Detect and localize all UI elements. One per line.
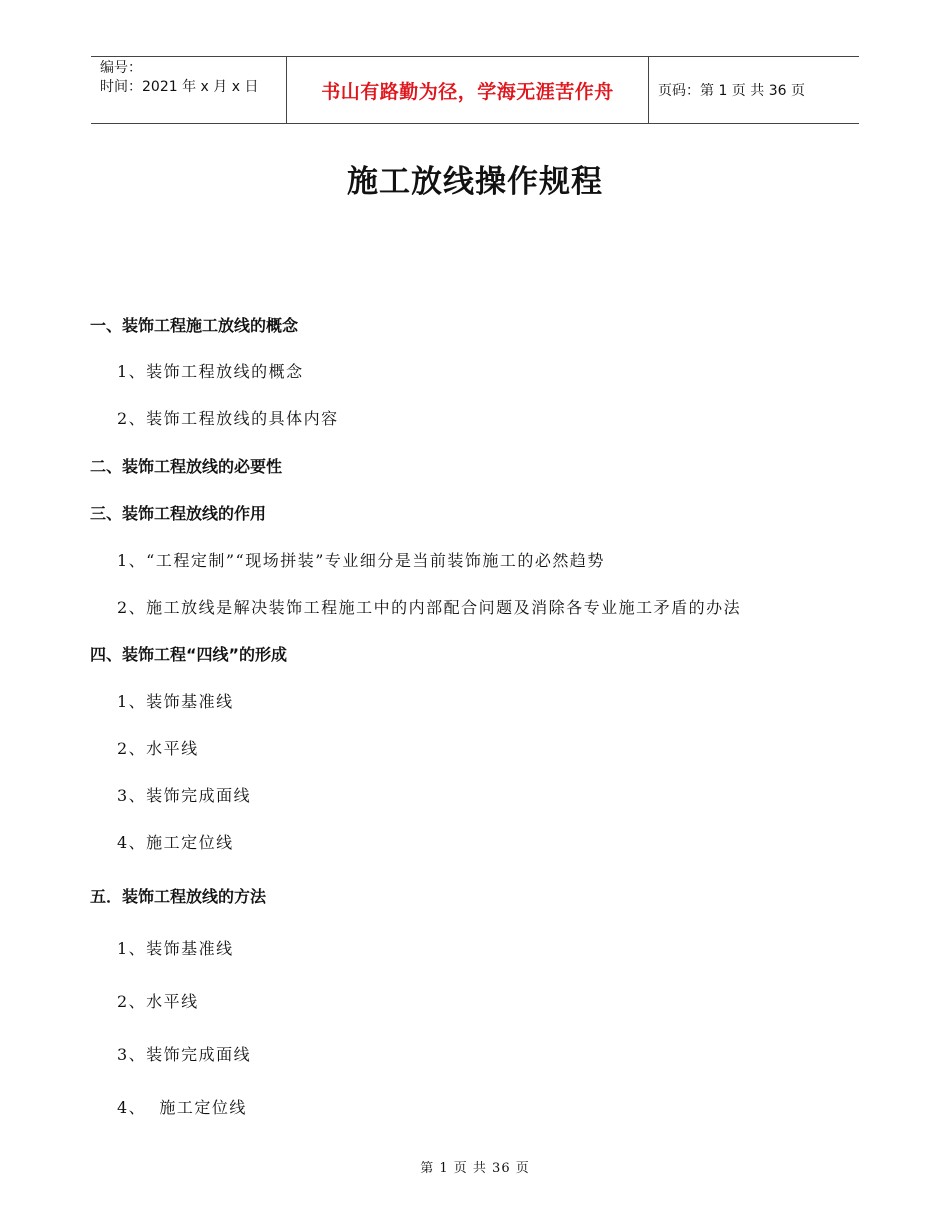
section-heading-2: 二、装饰工程放线的必要性 [90, 457, 283, 476]
list-item: 2、施工放线是解决装饰工程施工中的内部配合问题及消除各专业施工矛盾的办法 [117, 598, 742, 617]
header-meta-cell [91, 57, 287, 123]
list-item: 4、施工定位线 [117, 833, 234, 852]
list-item: 1、装饰工程放线的概念 [117, 362, 304, 381]
number-label: 编号： [100, 60, 142, 76]
list-item: 3、装饰完成面线 [117, 1045, 252, 1064]
page-label: 页码：第 1 页 共 36 页 [658, 83, 805, 99]
header-page-cell [649, 57, 859, 123]
time-label: 时间：2021 年 x 月 x 日 [100, 79, 259, 95]
list-item: 2、水平线 [117, 739, 199, 758]
section-heading-1: 一、装饰工程施工放线的概念 [90, 316, 299, 335]
section-heading-3: 三、装饰工程放线的作用 [90, 504, 267, 523]
section-heading-4: 四、装饰工程“四线”的形成 [90, 645, 288, 664]
motto-text: 书山有路勤为径，学海无涯苦作舟 [321, 80, 614, 103]
list-item: 4、 施工定位线 [117, 1098, 247, 1117]
list-item: 1、装饰基准线 [117, 939, 234, 958]
list-item: 2、水平线 [117, 992, 199, 1011]
list-item: 2、装饰工程放线的具体内容 [117, 409, 339, 428]
list-item: 1、装饰基准线 [117, 692, 234, 711]
header-motto-cell [287, 57, 649, 123]
list-item: 1、“工程定制”“现场拼装”专业细分是当前装饰施工的必然趋势 [117, 551, 605, 570]
list-item: 3、装饰完成面线 [117, 786, 252, 805]
section-heading-5: 五．装饰工程放线的方法 [90, 887, 267, 906]
page-footer: 第 1 页 共 36 页 [420, 1161, 530, 1176]
document-header [91, 56, 859, 124]
document-title: 施工放线操作规程 [347, 164, 603, 200]
